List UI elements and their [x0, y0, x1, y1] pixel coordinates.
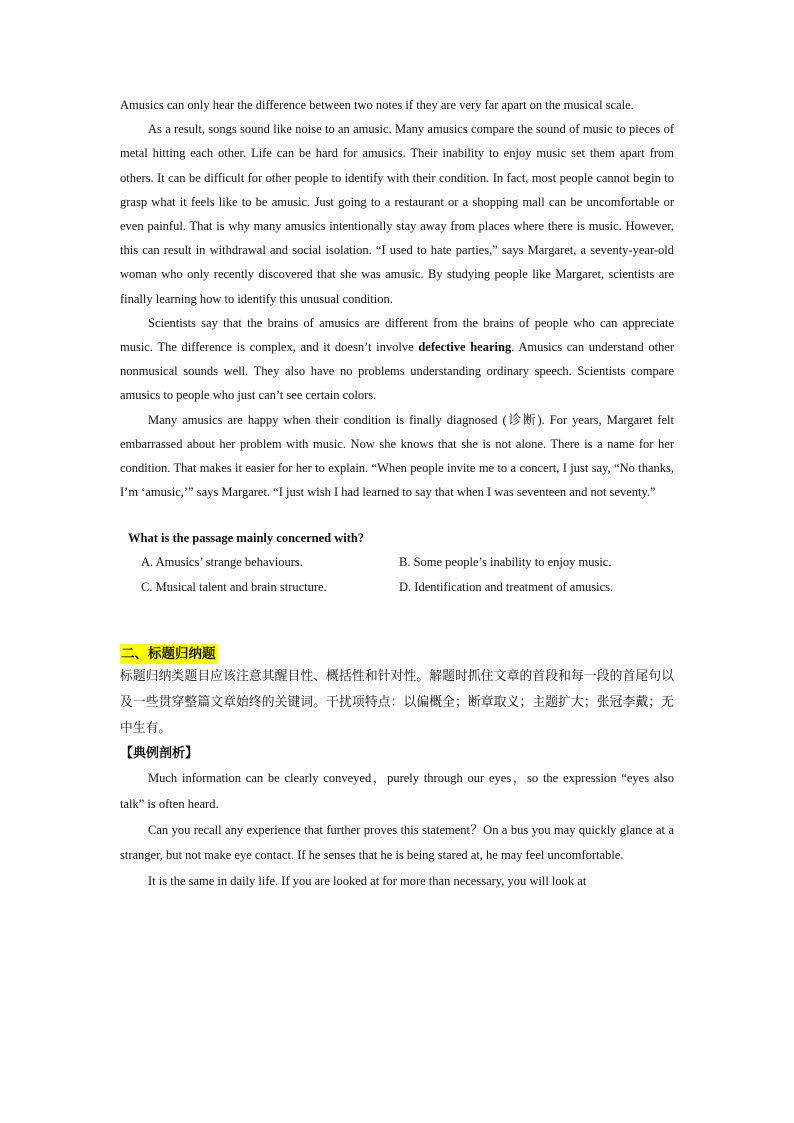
answer-options [128, 550, 674, 600]
question-block [120, 526, 674, 600]
option-b: B. Some people’s inability to enjoy music. [399, 555, 612, 570]
passage-paragraph-2: As a result, songs sound like noise to an amusic. Many amusics compare the sound of music to pieces of metal hitting each other. Life can be hard for amusics. Their inability to enjoy music set them apart from others. It can be difficult for other people to identify with their condition. In fact, most people cannot begin to grasp what it feels like to be amusic. Just going to a restaurant or a shopping mall can be uncomfortable or even painful. That is why many amusics intentionally stay away from places where there is music. However, this can result in withdrawal and social isolation. “I used to hate parties,” says Margaret, a seventy-year-old woman who only recently discovered that she was amusic. By studying people like Margaret, scientists are finally learning how to identify this unusual condition. [120, 122, 674, 306]
passage-paragraph-1: Amusics can only hear the difference between two notes if they are very far apart on the musical scale. [120, 98, 634, 112]
bold-phrase: defective hearing [418, 340, 512, 355]
example-label: 【典例剖析】 [120, 746, 199, 762]
passage-paragraph-4: Many amusics are happy when their condition is finally diagnosed (诊断). For years, Margaret felt embarrassed about her problem with music. Now she knows that she is not alone. There is a name for her condition. That makes it easier for her to explain. “When people invite me to a concert, I just say, “No thanks, I’m ‘amusic,’” says Margaret. “I just wish I had learned to say that when I was seventeen and not seventy.” [120, 412, 674, 500]
example-paragraph-3: It is the same in daily life. If you are looked at for more than necessary, you will look at [148, 873, 587, 888]
example-paragraph-2: Can you recall any experience that further proves this statement？On a bus you may quickly glance at a stranger, but not make eye contact. If he senses that he is being stared at, he may feel uncomfortable. [120, 822, 674, 863]
passage-paragraph-3-end: . Amusics can understand other nonmusical sounds well. They also have no problems understanding ordinary speech. Scientists compare amusics to people who just can’t see certain colors. [120, 340, 675, 403]
example-passage [120, 766, 674, 894]
example-paragraph-1: Much information can be clearly conveyed，purely through our eyes，so the expression “eyes also talk” is often heard. [120, 771, 674, 812]
document-page [120, 93, 674, 894]
section-heading: 二、标题归纳题 [121, 646, 216, 663]
section-two [120, 600, 674, 894]
option-c: C. Musical talent and brain structure. [141, 580, 327, 595]
option-a: A. Amusics’ strange behaviours. [141, 555, 303, 570]
passage-paragraph-3-start: Scientists say that the brains of amusics are different from the brains of people who can appreciate music. The difference is complex, and it doesn’t involve [120, 315, 674, 355]
section-description: 标题归纳类题目应该注意其醒目性、概括性和针对性。解题时抓住文章的首段和每一段的首尾句以及一些贯穿整篇文章始终的关键词。干扰项特点：以偏概全；断章取义；主题扩大；张冠李戴；无中生有。 [120, 669, 674, 737]
question-stem: What is the passage mainly concerned with? [128, 531, 365, 546]
reading-passage [120, 93, 674, 504]
option-d: D. Identification and treatment of amusics. [399, 580, 614, 595]
passage-paragraph-3 [120, 311, 674, 408]
